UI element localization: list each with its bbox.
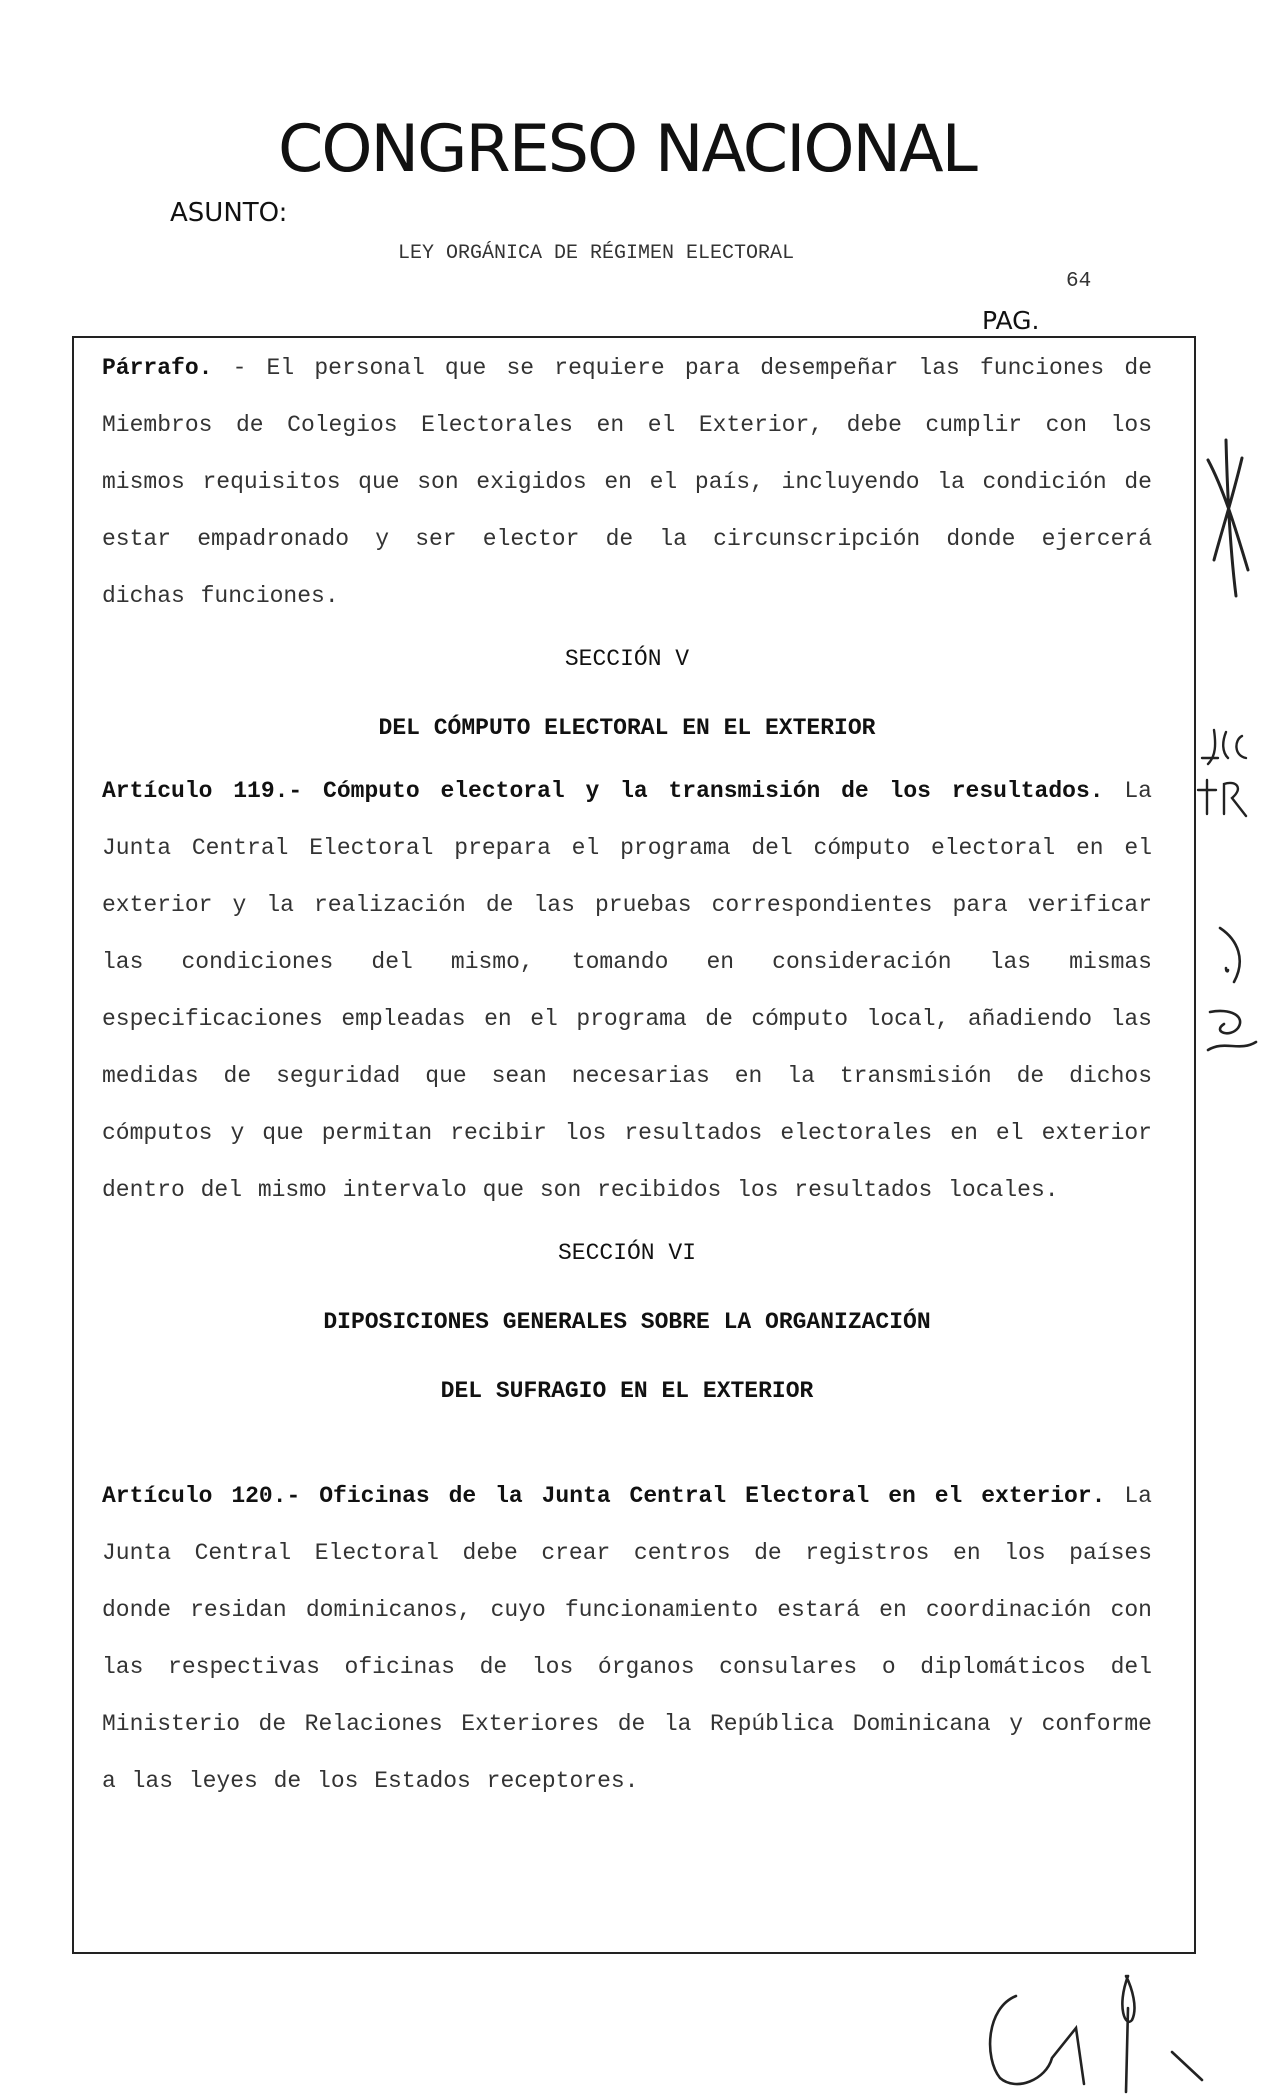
section-6-title: SECCIÓN VI xyxy=(557,1240,697,1266)
section-6-subtitle-1: DIPOSICIONES GENERALES SOBRE LA ORGANIZACIÓN xyxy=(323,1309,931,1335)
article-119-paragraph xyxy=(102,763,1152,1219)
section-5-subtitle: DEL CÓMPUTO ELECTORAL EN EL EXTERIOR xyxy=(378,715,876,741)
page-number: 64 xyxy=(1066,270,1092,293)
article-120-text: La Junta Central Electoral debe crear centros de registros en los países donde residan dominicanos, cuyo funcionamiento estará en coordinación con las respectivas oficinas de los órganos consulares o diplomáticos del Ministerio de Relaciones Exteriores de la República Dominicana y conforme a las leyes de los Estados receptores. xyxy=(102,1483,1152,1794)
spacer xyxy=(102,1426,1152,1468)
section-6-subtitle-2: DEL SUFRAGIO EN EL EXTERIOR xyxy=(440,1378,814,1404)
parrafo-label: Párrafo. xyxy=(102,355,213,381)
article-120-paragraph xyxy=(102,1468,1152,1810)
handwritten-signature-mark xyxy=(976,1968,1236,2094)
article-120-heading: Artículo 120.- Oficinas de la Junta Central Electoral en el exterior. xyxy=(102,1483,1106,1509)
handwritten-initial-mark-3 xyxy=(1200,920,1262,1070)
pag-label: PAG. xyxy=(982,306,1040,335)
header-title: CONGRESO NACIONAL xyxy=(278,112,976,187)
document-body xyxy=(102,340,1152,1810)
subject-line: LEY ORGÁNICA DE RÉGIMEN ELECTORAL xyxy=(398,242,795,265)
article-119-text: La Junta Central Electoral prepara el programa del cómputo electoral en el exterior y la realización de las pruebas correspondientes para verificar las condiciones del mismo, tomando en consideración las mismas especificaciones empleadas en el programa de cómputo local, añadiendo las medidas de seguridad que sean necesarias en la transmisión de dichos cómputos y que permitan recibir los resultados electorales en el exterior dentro del mismo intervalo que son recibidos los resultados locales. xyxy=(102,778,1152,1203)
article-119-heading: Artículo 119.- Cómputo electoral y la transmisión de los resultados. xyxy=(102,778,1104,804)
asunto-label: ASUNTO: xyxy=(170,198,288,228)
parrafo-paragraph xyxy=(102,340,1152,625)
handwritten-initial-mark-2 xyxy=(1196,722,1262,818)
handwritten-initial-mark-1 xyxy=(1196,420,1256,600)
parrafo-text: - El personal que se requiere para desempeñar las funciones de Miembros de Colegios Electorales en el Exterior, debe cumplir con los mismos requisitos que son exigidos en el país, incluyendo la condición de estar empadronado y ser elector de la circunscripción donde ejercerá dichas funciones. xyxy=(102,355,1152,609)
section-5-title: SECCIÓN V xyxy=(564,646,690,672)
